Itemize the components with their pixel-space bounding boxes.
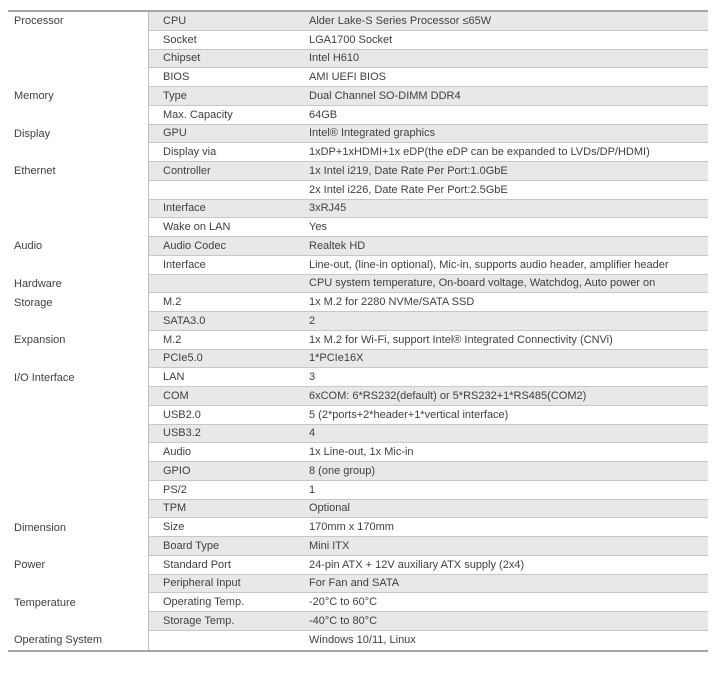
spec-label-cell: GPIO — [163, 464, 191, 477]
table-row — [8, 12, 708, 31]
spec-value-cell: 1x Intel i219, Date Rate Per Port:1.0GbE — [309, 164, 508, 177]
spec-label-cell: Max. Capacity — [163, 108, 233, 121]
row-band — [148, 87, 708, 106]
category-cell — [8, 350, 148, 369]
row-band — [148, 181, 708, 200]
category-cell — [8, 425, 148, 444]
category-cell — [8, 537, 148, 556]
row-band — [148, 575, 708, 594]
category-cell: Dimension — [8, 518, 148, 537]
table-row — [8, 500, 708, 519]
row-band — [148, 462, 708, 481]
table-row — [8, 443, 708, 462]
table-row — [8, 143, 708, 162]
spec-value-cell: For Fan and SATA — [309, 577, 400, 590]
category-cell — [8, 181, 148, 200]
spec-label-cell: Board Type — [163, 539, 220, 552]
spec-value-cell: Intel H610 — [309, 52, 360, 65]
category-cell: Storage — [8, 293, 148, 312]
category-cell — [8, 68, 148, 87]
row-band — [148, 631, 708, 650]
row-band — [148, 331, 708, 350]
spec-value-cell: Realtek HD — [309, 239, 366, 252]
spec-label-cell: Controller — [163, 164, 211, 177]
category-cell — [8, 387, 148, 406]
table-row — [8, 612, 708, 631]
row-band — [148, 200, 708, 219]
spec-value-cell: 2 — [309, 314, 316, 327]
spec-value-cell: 3 — [309, 371, 316, 384]
spec-label-cell: COM — [163, 389, 189, 402]
spec-value-cell: 170mm x 170mm — [309, 521, 394, 534]
spec-label-cell: Interface — [163, 258, 206, 271]
spec-value-cell: 2x Intel i226, Date Rate Per Port:2.5GbE — [309, 183, 508, 196]
spec-label-cell: Display via — [163, 146, 217, 159]
spec-value-cell: 6xCOM: 6*RS232(default) or 5*RS232+1*RS485(COM2) — [309, 389, 587, 402]
spec-value-cell: Yes — [309, 221, 327, 234]
row-band — [148, 125, 708, 144]
spec-label-cell — [149, 181, 309, 199]
spec-label-cell: TPM — [163, 502, 187, 515]
table-row — [8, 293, 708, 312]
table-row — [8, 312, 708, 331]
spec-value-cell: 1xDP+1xHDMI+1x eDP(the eDP can be expanded to LVDs/DP/HDMI) — [309, 146, 650, 159]
spec-value-cell: 24-pin ATX + 12V auxiliary ATX supply (2x4) — [309, 558, 525, 571]
category-cell — [8, 31, 148, 50]
category-cell: Temperature — [8, 593, 148, 612]
row-band — [148, 481, 708, 500]
spec-value-cell: Dual Channel SO-DIMM DDR4 — [309, 89, 461, 102]
spec-value-cell: 4 — [309, 427, 316, 440]
spec-value-cell: 8 (one group) — [309, 464, 376, 477]
category-cell — [8, 406, 148, 425]
spec-label-cell: Storage Temp. — [163, 614, 235, 627]
table-row — [8, 162, 708, 181]
table-row — [8, 406, 708, 425]
spec-label-cell: Wake on LAN — [163, 221, 231, 234]
category-cell: Ethernet — [8, 162, 148, 181]
spec-value-cell: -20°C to 60°C — [309, 596, 378, 609]
spec-label-cell: Interface — [163, 202, 206, 215]
category-cell — [8, 481, 148, 500]
category-cell — [8, 50, 148, 69]
row-band — [148, 593, 708, 612]
row-band — [148, 443, 708, 462]
spec-value-cell: Line-out, (line-in optional), Mic-in, supports audio header, amplifier header — [309, 258, 669, 271]
row-band — [148, 612, 708, 631]
table-row — [8, 125, 708, 144]
table-row — [8, 518, 708, 537]
spec-label-cell: Peripheral Input — [163, 577, 241, 590]
row-band — [148, 218, 708, 237]
spec-value-cell: 1x Line-out, 1x Mic-in — [309, 446, 414, 459]
row-band — [148, 237, 708, 256]
category-cell — [8, 312, 148, 331]
spec-label-cell: LAN — [163, 371, 185, 384]
row-band — [148, 387, 708, 406]
table-row — [8, 462, 708, 481]
table-row — [8, 350, 708, 369]
table-row — [8, 575, 708, 594]
spec-value-cell: Mini ITX — [309, 539, 350, 552]
spec-label-cell: M.2 — [163, 296, 182, 309]
category-cell — [8, 575, 148, 594]
row-band — [148, 368, 708, 387]
spec-value-cell: Windows 10/11, Linux — [309, 634, 416, 647]
category-cell — [8, 218, 148, 237]
row-band — [148, 275, 708, 294]
table-row — [8, 218, 708, 237]
spec-label-cell: Size — [163, 521, 185, 534]
row-band — [148, 312, 708, 331]
spec-value-cell: 1*PCIe16X — [309, 352, 364, 365]
category-cell: Hardware — [8, 275, 148, 294]
row-band — [148, 31, 708, 50]
spec-value-cell: 1x M.2 for Wi-Fi, support Intel® Integrated Connectivity (CNVi) — [309, 333, 613, 346]
spec-label-cell: Audio Codec — [163, 239, 226, 252]
table-row — [8, 631, 708, 650]
table-row — [8, 425, 708, 444]
specification-table — [8, 10, 708, 652]
category-cell — [8, 462, 148, 481]
spec-label-cell: Socket — [163, 33, 197, 46]
table-row — [8, 181, 708, 200]
row-band — [148, 143, 708, 162]
spec-label-cell: GPU — [163, 127, 187, 140]
table-row — [8, 68, 708, 87]
spec-label-cell: USB3.2 — [163, 427, 201, 440]
row-band — [148, 350, 708, 369]
category-cell — [8, 143, 148, 162]
table-row — [8, 387, 708, 406]
row-band — [148, 537, 708, 556]
row-band — [148, 256, 708, 275]
row-band — [148, 293, 708, 312]
category-cell: Operating System — [8, 631, 148, 650]
spec-value-cell: 3xRJ45 — [309, 202, 347, 215]
spec-value-cell: AMI UEFI BIOS — [309, 71, 387, 84]
category-cell: I/O Interface — [8, 368, 148, 387]
category-cell: Expansion — [8, 331, 148, 350]
spec-label-cell: SATA3.0 — [163, 314, 206, 327]
spec-value-cell: 1x M.2 for 2280 NVMe/SATA SSD — [309, 296, 475, 309]
category-cell — [8, 443, 148, 462]
spec-value-cell: CPU system temperature, On-board voltage, Watchdog, Auto power on — [309, 277, 656, 290]
table-row — [8, 50, 708, 69]
spec-label-cell: USB2.0 — [163, 408, 201, 421]
spec-value-cell: Alder Lake-S Series Processor ≤65W — [309, 14, 492, 27]
row-band — [148, 106, 708, 125]
category-cell — [8, 500, 148, 519]
spec-value-cell: -40°C to 80°C — [309, 614, 378, 627]
table-row — [8, 237, 708, 256]
row-band — [148, 12, 708, 31]
spec-label-cell: BIOS — [163, 71, 190, 84]
row-band — [148, 500, 708, 519]
category-cell — [8, 612, 148, 631]
spec-value-cell: 1 — [309, 483, 316, 496]
table-row — [8, 556, 708, 575]
spec-label-cell: PS/2 — [163, 483, 187, 496]
category-cell: Processor — [8, 12, 148, 31]
category-cell — [8, 106, 148, 125]
category-cell: Power — [8, 556, 148, 575]
table-row — [8, 31, 708, 50]
spec-value-cell: Intel® Integrated graphics — [309, 127, 436, 140]
table-row — [8, 256, 708, 275]
row-band — [148, 162, 708, 181]
table-row — [8, 200, 708, 219]
row-band — [148, 425, 708, 444]
spec-label-cell: CPU — [163, 14, 187, 27]
spec-value-cell: 5 (2*ports+2*header+1*vertical interface) — [309, 408, 509, 421]
table-row — [8, 87, 708, 106]
table-row — [8, 106, 708, 125]
table-row — [8, 593, 708, 612]
spec-value-cell: 64GB — [309, 108, 338, 121]
spec-label-cell: M.2 — [163, 333, 182, 346]
category-cell: Display — [8, 125, 148, 144]
spec-label-cell: Type — [163, 89, 187, 102]
row-band — [148, 556, 708, 575]
spec-label-cell: Audio — [163, 446, 192, 459]
row-band — [148, 406, 708, 425]
table-row — [8, 275, 708, 294]
category-cell — [8, 256, 148, 275]
spec-label-cell: Standard Port — [163, 558, 231, 571]
spec-value-cell: LGA1700 Socket — [309, 33, 393, 46]
spec-label-cell — [149, 275, 309, 293]
spec-label-cell — [149, 631, 309, 650]
category-cell: Memory — [8, 87, 148, 106]
row-band — [148, 50, 708, 69]
table-row — [8, 537, 708, 556]
table-row — [8, 368, 708, 387]
category-cell — [8, 200, 148, 219]
category-cell: Audio — [8, 237, 148, 256]
table-row — [8, 481, 708, 500]
spec-label-cell: Operating Temp. — [163, 596, 245, 609]
row-band — [148, 68, 708, 87]
table-row — [8, 331, 708, 350]
row-band — [148, 518, 708, 537]
spec-label-cell: Chipset — [163, 52, 201, 65]
spec-label-cell: PCIe5.0 — [163, 352, 203, 365]
spec-value-cell: Optional — [309, 502, 350, 515]
